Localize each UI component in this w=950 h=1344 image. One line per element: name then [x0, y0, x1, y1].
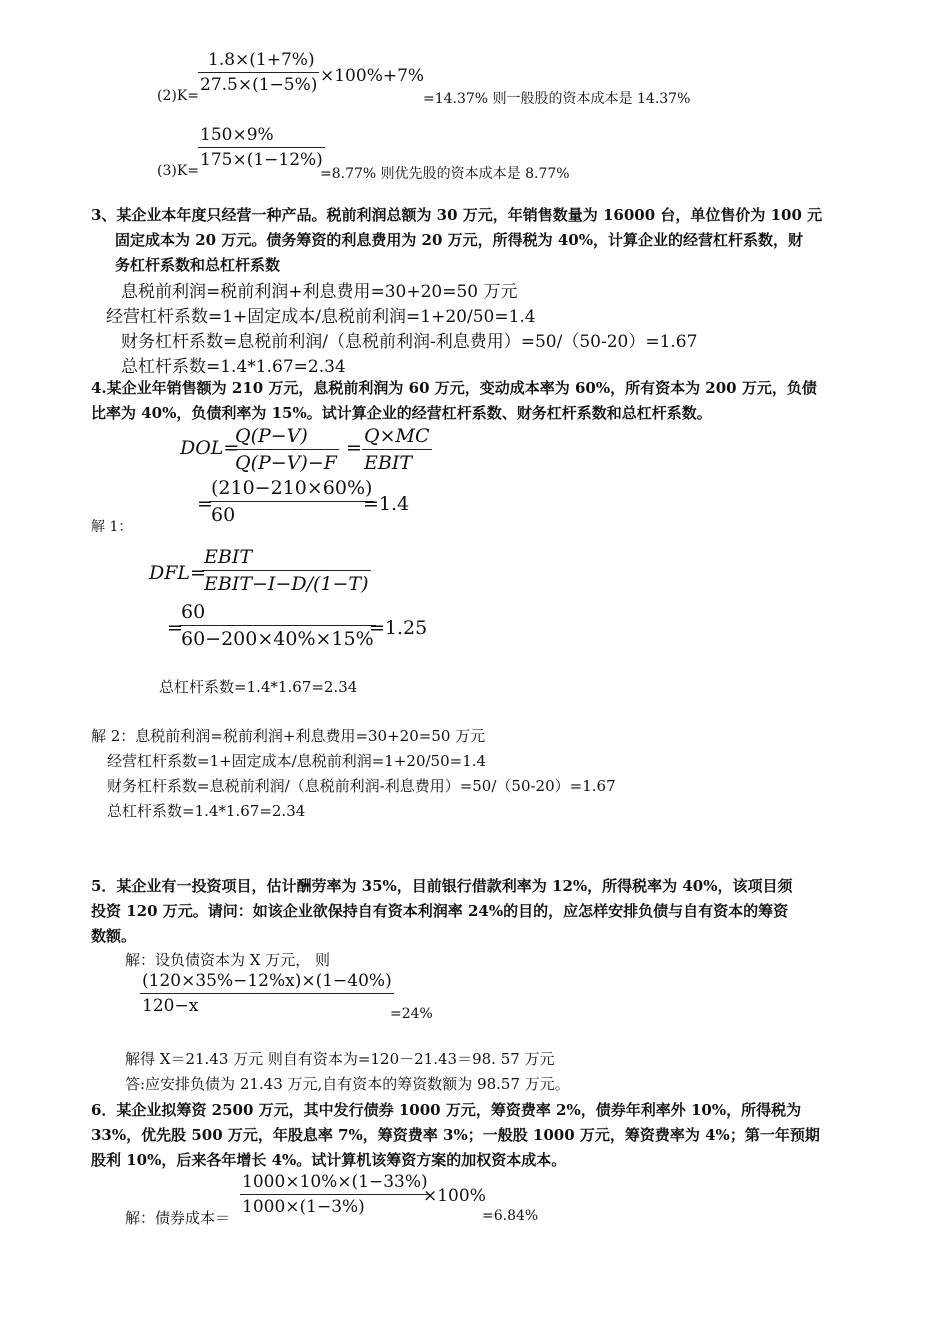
q5-line2: 投资 120 万元。请问：如该企业欲保持自有资本利润率 24%的目的，应怎样安排负债与自有资本的筹资 [91, 902, 789, 920]
q6-denominator: 1000×(1−3%) [242, 1197, 365, 1217]
k2-result: =14.37% 则一般股的资本成本是 14.37% [423, 91, 691, 107]
q4-jie2-dol: 经营杠杆系数=1+固定成本/息税前利润=1+20/50=1.4 [107, 752, 487, 770]
q5-fraction [140, 971, 394, 1016]
q6-numerator: 1000×10%×(1−33%) [240, 1172, 430, 1195]
q4-jie1: 解 1： [91, 519, 133, 535]
dol-fraction-1 [233, 425, 339, 474]
q5-result: =24% [390, 1006, 433, 1022]
dol-denominator-1: Q(P−V)−F [235, 452, 337, 474]
q6-fraction [240, 1172, 430, 1217]
q3-answer-ebit: 息税前利润=税前利润+利息费用=30+20=50 万元 [121, 282, 518, 302]
q3-answer-dol: 经营杠杆系数=1+固定成本/息税前利润=1+20/50=1.4 [106, 307, 536, 327]
k2-fraction [198, 50, 319, 95]
dol2-fraction [209, 477, 374, 526]
q4-line2: 比率为 40%，负债利率为 15%。试计算企业的经营杠杆系数、财务杠杆系数和总杠杆系数。 [91, 404, 712, 422]
dfl-fraction [202, 546, 371, 595]
k2-label: (2)K= [157, 88, 200, 104]
q3-answer-dtl: 总杠杆系数=1.4*1.67=2.34 [121, 357, 346, 377]
k2-tail: ×100%+7% [320, 66, 425, 86]
q6-result: =6.84% [482, 1208, 539, 1224]
q4-jie2-dtl: 总杠杆系数=1.4*1.67=2.34 [107, 802, 306, 820]
q3-line2: 固定成本为 20 万元。债务筹资的利息费用为 20 万元，所得税为 40%，计算企业的经营杠杆系数，财 [115, 231, 803, 249]
dfl2-denominator: 60−200×40%×15% [181, 628, 374, 650]
dol-numerator-2: Q×MC [362, 425, 432, 450]
q6-line1: 6．某企业拟筹资 2500 万元，其中发行债券 1000 万元，筹资费率 2%，债券年利率外 10%，所得税为 [91, 1101, 802, 1119]
dfl2-fraction [179, 601, 376, 650]
dfl2-result: =1.25 [369, 617, 428, 639]
q5-jie: 解：设负债资本为 X 万元， 则 [125, 951, 330, 969]
q3-answer-dfl: 财务杠杆系数=息税前利润/（息税前利润-利息费用）=50/（50-20）=1.67 [121, 332, 698, 352]
q6-line2: 33%，优先股 500 万元，年股息率 7%，筹资费率 3%；一般股 1000 万元，筹资费率为 4%；第一年预期 [91, 1126, 820, 1144]
q5-solve: 解得 X＝21.43 万元 则自有资本为=120－21.43＝98. 57 万元 [125, 1050, 555, 1068]
k3-denominator: 175×(1−12%) [200, 150, 323, 170]
dol-label: DOL= [180, 437, 240, 459]
dfl2-equals: = [167, 617, 183, 639]
dol2-numerator: (210−210×60%) [209, 477, 374, 502]
dol2-result: =1.4 [363, 493, 410, 515]
dol2-denominator: 60 [211, 504, 236, 526]
k3-numerator: 150×9% [198, 125, 325, 148]
k3-result: =8.77% 则优先股的资本成本是 8.77% [320, 166, 570, 182]
dol2-equals: = [197, 493, 213, 515]
q6-tail: ×100% [423, 1186, 486, 1206]
dol-equals: = [346, 437, 362, 459]
q6-jie: 解：债券成本＝ [125, 1209, 231, 1227]
dfl-denominator: EBIT−I−D/(1−T) [204, 573, 369, 595]
q4-total-leverage: 总杠杆系数=1.4*1.67=2.34 [159, 678, 358, 696]
dol-denominator-2: EBIT [364, 452, 413, 474]
q5-line1: 5．某企业有一投资项目，估计酬劳率为 35%，目前银行借款利率为 12%，所得税率为 40%，该项目须 [91, 877, 793, 895]
q3-line1: 3、某企业本年度只经营一种产品。税前利润总额为 30 万元，年销售数量为 16000 台，单位售价为 100 元 [91, 206, 823, 224]
q4-jie2-dfl: 财务杠杆系数=息税前利润/（息税前利润-利息费用）=50/（50-20）=1.67 [107, 777, 616, 795]
k3-fraction [198, 125, 325, 170]
dol-fraction-2 [362, 425, 432, 474]
dol-numerator-1: Q(P−V) [233, 425, 339, 450]
dfl-numerator: EBIT [202, 546, 371, 571]
dfl2-numerator: 60 [179, 601, 376, 626]
q4-jie2-ebit: 解 2：息税前利润=税前利润+利息费用=30+20=50 万元 [91, 727, 486, 745]
q3-line3: 务杠杆系数和总杠杆系数 [115, 256, 281, 274]
q5-numerator: (120×35%−12%x)×(1−40%) [140, 971, 394, 994]
q6-line3: 股利 10%，后来各年增长 4%。试计算机该筹资方案的加权资本成本。 [91, 1151, 567, 1169]
q5-line3: 数额。 [91, 927, 137, 945]
q5-answer: 答:应安排负债为 21.43 万元,自有资本的筹资数额为 98.57 万元。 [125, 1075, 570, 1093]
k2-numerator: 1.8×(1+7%) [198, 50, 319, 73]
k3-label: (3)K= [157, 163, 200, 179]
dfl-label: DFL= [149, 562, 206, 584]
q4-line1: 4.某企业年销售额为 210 万元，息税前利润为 60 万元，变动成本率为 60%，所有资本为 200 万元，负债 [91, 379, 817, 397]
q5-denominator: 120−x [142, 996, 199, 1016]
k2-denominator: 27.5×(1−5%) [200, 75, 318, 95]
